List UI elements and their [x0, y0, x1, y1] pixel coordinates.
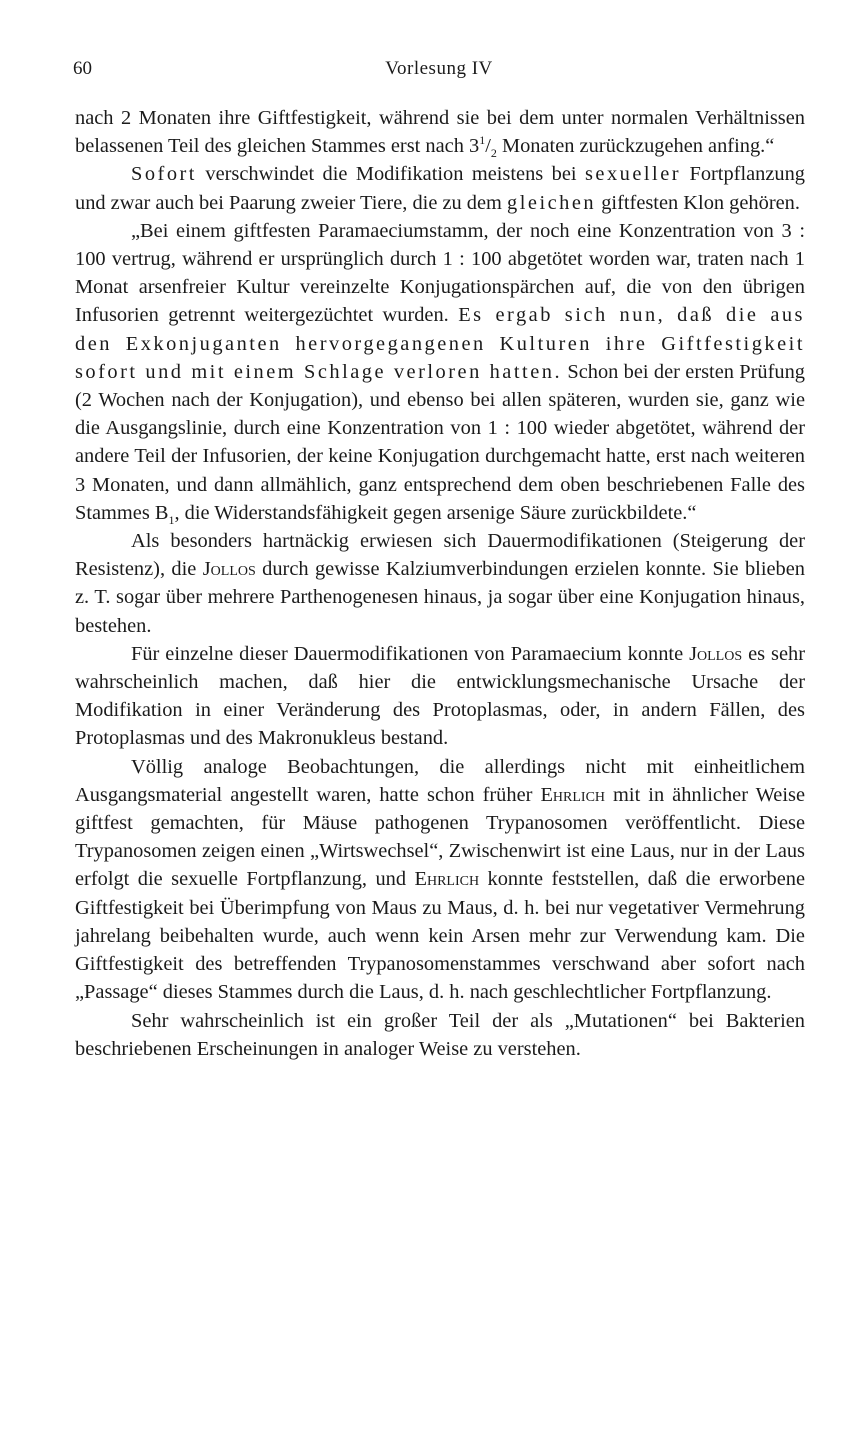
text-run: 1 [479, 133, 486, 148]
page-number: 60 [73, 58, 92, 79]
text-run: es sehr wahrscheinlich machen, daß hier die entwicklungsmechanische Ursache der Modifikation in einer Veränderung des Protoplasmas, oder, in andern Fällen, des Protoplasmas und des Makronukleus bestand. [75, 642, 805, 750]
text-run: durch gewisse Kalziumverbindungen erzielen konnte. Sie blieben z. T. sogar über mehrere Parthenogenesen hinaus, ja sogar über eine Konjugation hinaus, bestehen. [75, 558, 805, 637]
text-run: Völlig analoge Beobachtungen, die allerdings nicht mit einheitlichem Ausgangsmaterial angestellt waren, hatte schon früher [75, 755, 805, 806]
paragraph [75, 753, 805, 1007]
paragraph [75, 160, 805, 216]
text-run: Fortpflanzung und zwar auch bei Paarung zweier Tiere, die zu dem [75, 163, 805, 214]
emphasized-text: Sofort [131, 163, 197, 186]
text-run: , die Widerstandsfähigkeit gegen arsenige Säure zurückbildete.“ [174, 501, 697, 524]
paragraph [75, 1007, 805, 1063]
text-run: Schon bei der ersten Prüfung (2 Wochen nach der Konjugation), und ebenso bei allen späteren, wurden sie, ganz wie die Ausgangslinie, durch eine Konzentration von 1 : 100 wieder abgetötet, während der andere Teil der Infusorien, der keine Konjugation durchgemacht hatte, erst nach weiteren 3 Monaten, und dann allmählich, ganz entsprechend dem oben beschriebenen Falle des Stammes B [75, 360, 805, 524]
author-name: Ehrlich [540, 783, 606, 806]
text-run: giftfesten Klon gehören. [596, 191, 800, 214]
author-name: Jollos [202, 558, 256, 581]
author-name: Ehrlich [414, 868, 480, 891]
text-run: mit in ähnlicher Weise giftfest gemachten, für Mäuse pathogenen Trypanosomen veröffentlicht. Diese Trypanosomen zeigen einen „Wirtswechsel“, Zwischenwirt ist eine Laus, nur in der Laus erfolgt die sexuelle Fortpflanzung, und [75, 783, 805, 891]
text-run: 1 [168, 512, 175, 527]
text-run: Sehr wahrscheinlich ist ein großer Teil der als „Mutationen“ bei Bakterien beschriebenen Erscheinungen in analoger Weise zu verstehen. [75, 1009, 805, 1060]
author-name: Jollos [689, 642, 743, 665]
page-header [73, 58, 805, 86]
paragraph [75, 527, 805, 640]
body-text [75, 104, 805, 1063]
emphasized-text: gleichen [507, 191, 597, 214]
text-run: / [485, 135, 491, 158]
paragraph [75, 217, 805, 527]
text-run: Monaten zurückzugehen anfing.“ [496, 135, 775, 158]
text-run: Als besonders hartnäckig erwiesen sich Dauermodifikationen (Steigerung der Resistenz), die [75, 530, 805, 581]
paragraph [75, 640, 805, 753]
text-run: nach 2 Monaten ihre Giftfestigkeit, während sie bei dem unter normalen Verhältnissen belassenen Teil des gleichen Stammes erst nach 3 [75, 107, 805, 158]
emphasized-text: sexueller [584, 163, 682, 186]
text-run: verschwindet die Modifikation meistens bei [196, 163, 585, 186]
running-title: Vorlesung IV [385, 58, 493, 79]
text-run: „Bei einem giftfesten Paramaeciumstamm, der noch eine Konzentration von 3 : 100 vertrug, während er ursprünglich durch 1 : 100 abgetötet worden war, traten nach 1 Monat arsenfreier Kultur vereinzelte Konjugationspärchen auf, die von den übrigen Infusorien getrennt weitergezüchtet wurden. [75, 219, 805, 327]
text-run: konnte feststellen, daß die erworbene Giftfestigkeit bei Überimpfung von Maus zu Maus, d. h. bei nur vegetativer Vermehrung jahrelang beibehalten wurde, auch wenn kein Arsen mehr zur Verwendung kam. Die Giftfestigkeit des betreffenden Trypanosomenstammes verschwand aber sofort nach „Passage“ dieses Stammes durch die Laus, d. h. nach geschlechtlicher Fortpflanzung. [75, 868, 805, 1004]
emphasized-text: Es ergab sich nun, daß die aus den Exkonjuganten hervorgegangenen Kulturen ihre Giftfestigkeit sofort und mit einem Schlage verloren hatten. [75, 304, 805, 383]
text-run: 2 [490, 146, 497, 161]
text-run: Für einzelne dieser Dauermodifikationen von Paramaecium konnte [131, 642, 690, 665]
paragraph [75, 104, 805, 160]
